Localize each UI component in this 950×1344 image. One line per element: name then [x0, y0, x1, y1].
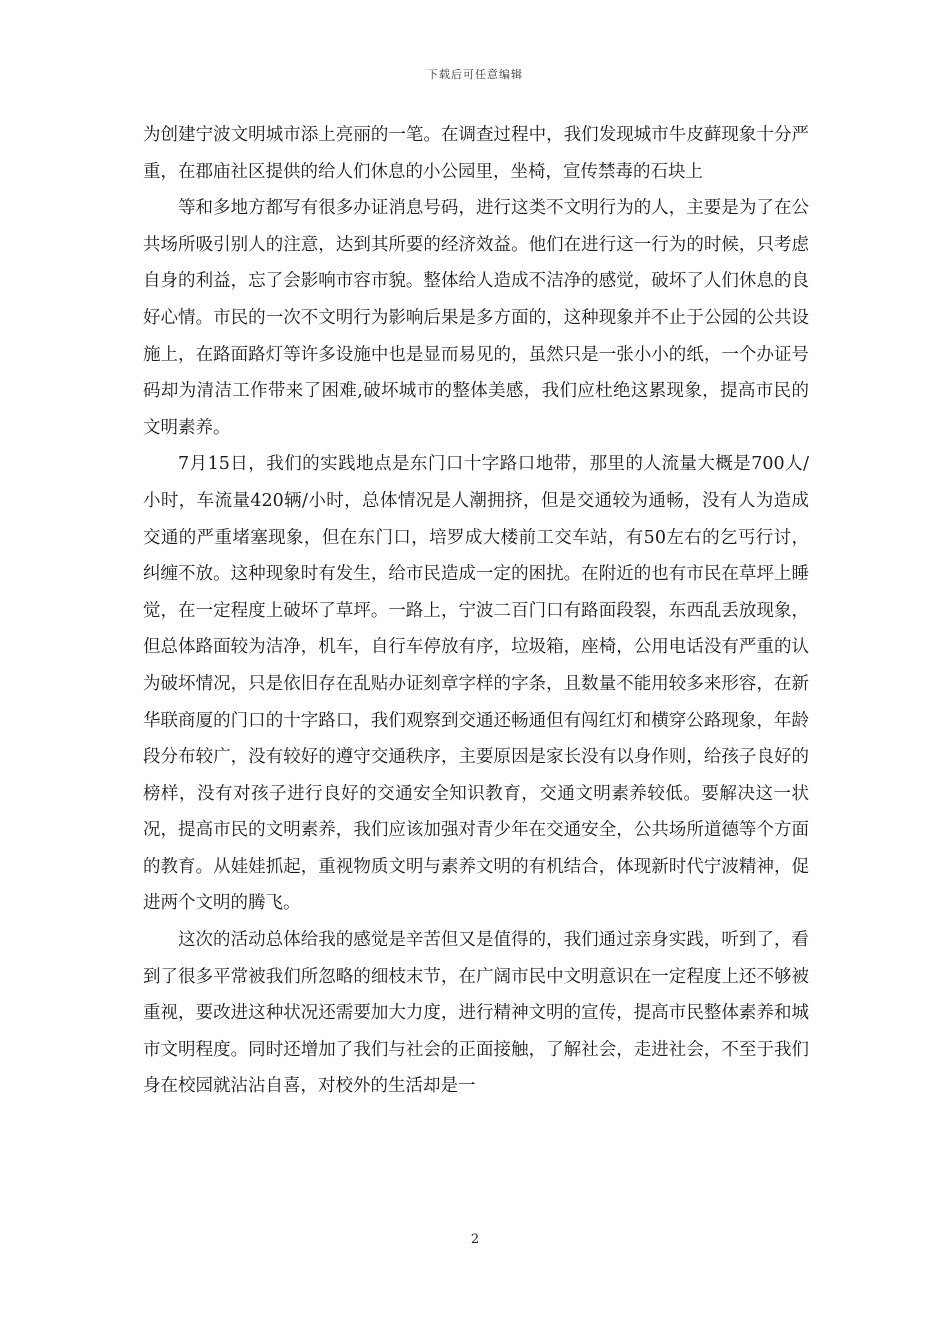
- document-body: [143, 117, 809, 1105]
- paragraph-continuation: 为创建宁波文明城市添上亮丽的一笔。在调查过程中，我们发现城市牛皮藓现象十分严重，在郡庙社区提供的给人们休息的小公园里，坐椅，宣传禁毒的石块上: [143, 125, 809, 182]
- page-header: 下载后可任意编辑: [427, 68, 523, 81]
- paragraph-traffic-survey: 7月15日，我们的实践地点是东门口十字路口地带，那里的人流量大概是700人/小时，车流量420辆/小时，总体情况是人潮拥挤，但是交通较为通畅，没有人为造成交通的严重堵塞现象，但在东门口，培罗成大楼前工交车站，有50左右的乞丐行讨，纠缠不放。这种现象时有发生，给市民造成一定的困扰。在附近的也有市民在草坪上睡觉，在一定程度上破坏了草坪。一路上，宁波二百门口有路面段裂，东西乱丢放现象，但总体路面较为洁净，机车，自行车停放有序，垃圾箱，座椅，公用电话没有严重的认为破坏情况，只是依旧存在乱贴办证刻章字样的字条，且数量不能用较多来形容，在新华联商厦的门口的十字路口，我们观察到交通还畅通但有闯红灯和横穿公路现象，年龄段分布较广，没有较好的遵守交通秩序，主要原因是家长没有以身作则，给孩子良好的榜样，没有对孩子进行良好的交通安全知识教育，交通文明素养较低。要解决这一状况，提高市民的文明素养，我们应该加强对青少年在交通安全，公共场所道德等个方面的教育。从娃娃抓起，重视物质文明与素养文明的有机结合，体现新时代宁波精神，促进两个文明的腾飞。: [143, 454, 809, 914]
- paragraph-summary: 这次的活动总体给我的感觉是辛苦但又是值得的，我们通过亲身实践，听到了，看到了很多平常被我们所忽略的细枝末节，在广阔市民中文明意识在一定程度上还不够被重视，要改进这种状况还需要加大力度，进行精神文明的宣传，提高市民整体素养和城市文明程度。同时还增加了我们与社会的正面接触，了解社会，走进社会，不至于我们身在校园就沾沾自喜，对校外的生活却是一: [143, 930, 809, 1097]
- page-number: 2: [470, 1232, 480, 1247]
- paragraph-park-graffiti: 等和多地方都写有很多办证消息号码，进行这类不文明行为的人，主要是为了在公共场所吸引别人的注意，达到其所要的经济效益。他们在进行这一行为的时候，只考虑自身的利益，忘了会影响市容市貌。整体给人造成不洁净的感觉，破坏了人们休息的良好心情。市民的一次不文明行为影响后果是多方面的，这种现象并不止于公园的公共设施上，在路面路灯等许多设施中也是显而易见的，虽然只是一张小小的纸，一个办证号码却为清洁工作带来了困难,破坏城市的整体美感，我们应杜绝这累现象，提高市民的文明素养。: [143, 198, 809, 438]
